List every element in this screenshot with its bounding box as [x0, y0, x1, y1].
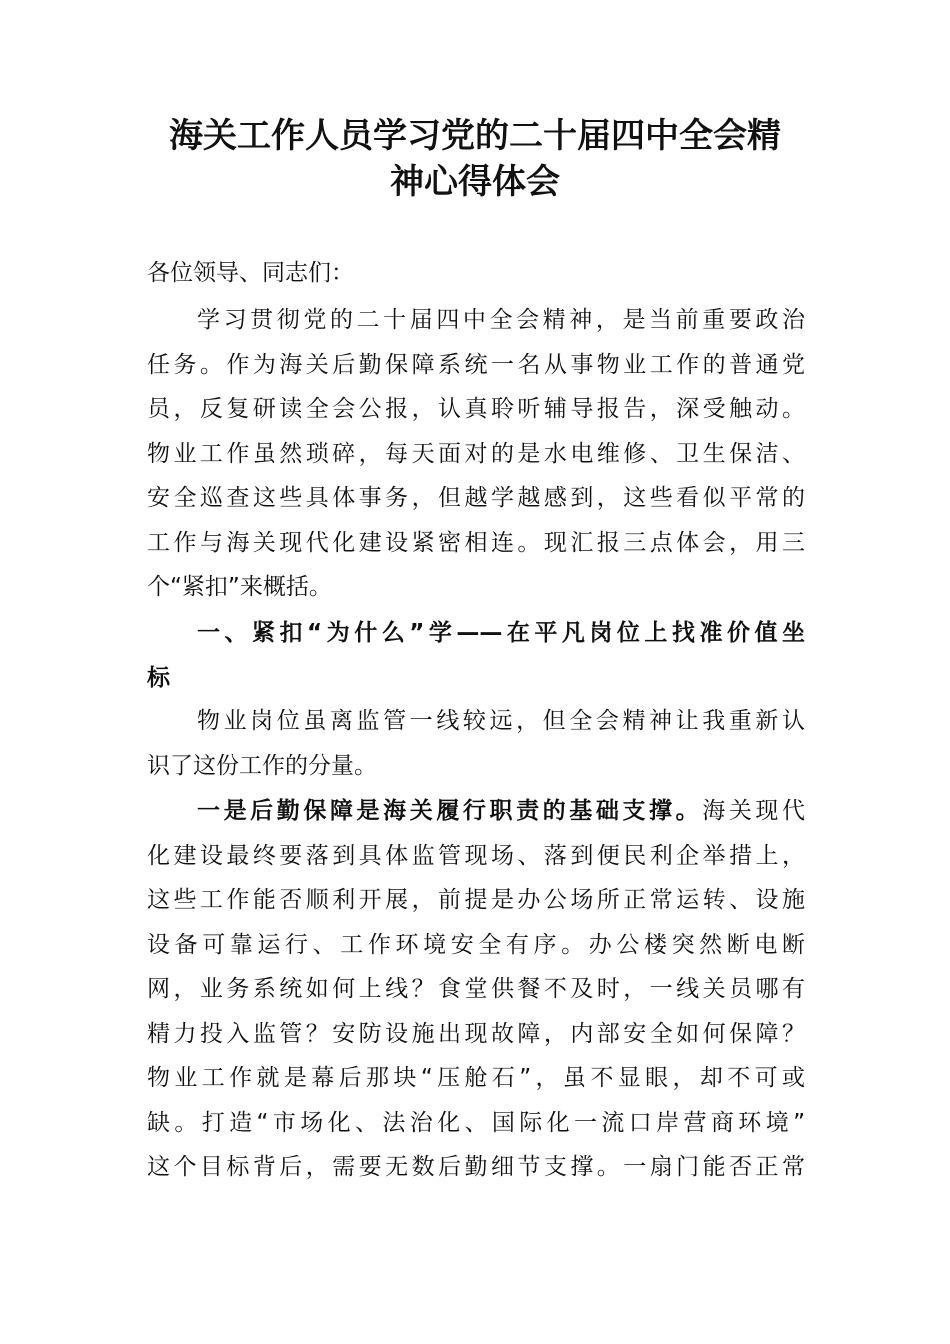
text-line: 化建设最终要落到具体监管现场、落到便民利企举措上， — [147, 842, 805, 869]
document-title-line-1: 海关工作人员学习党的二十届四中全会精 — [169, 116, 781, 156]
text-line: 这个目标背后，需要无数后勤细节支撑。一扇门能否正常 — [147, 1154, 805, 1180]
text-line: 安全巡查这些具体事务，但越学越感到，这些看似平常的 — [147, 485, 805, 511]
text-line: 缺。打造“市场化、法治化、国际化一流口岸营商环境” — [147, 1109, 805, 1136]
text-line: 任务。作为海关后勤保障系统一名从事物业工作的普通党 — [147, 351, 805, 378]
text-line: 网，业务系统如何上线？食堂供餐不及时，一线关员哪有 — [147, 976, 805, 1002]
document-title-line-2: 神心得体会 — [390, 162, 560, 202]
text-line: 物业工作就是幕后那块“压舱石”，虽不显眼，却不可或 — [147, 1065, 805, 1091]
text-line: 这些工作能否顺利开展，前提是办公场所正常运转、设施 — [147, 887, 805, 913]
text-line: 物业工作虽然琐碎，每天面对的是水电维修、卫生保洁、 — [147, 440, 805, 467]
text-line: 识了这份工作的分量。 — [147, 752, 377, 779]
text-line: 设备可靠运行、工作环境安全有序。办公楼突然断电断 — [147, 931, 805, 958]
text-line: 精力投入监管？安防设施出现故障，内部安全如何保障？ — [147, 1020, 805, 1047]
text-line: 工作与海关现代化建设紧密相连。现汇报三点体会，用三 — [147, 529, 805, 556]
text-line: 物业岗位虽离监管一线较远，但全会精神让我重新认 — [197, 708, 805, 734]
text-line: 标 — [147, 664, 170, 691]
text-line: 个“紧扣”来概括。 — [147, 574, 332, 600]
point-1-heading: 一是后勤保障是海关履行职责的基础支撑。 — [197, 798, 703, 824]
point-1-text-start: 海关现代 — [702, 798, 806, 824]
text-line: 一、紧扣“为什么”学——在平凡岗位上找准价值坐 — [197, 620, 805, 646]
text-line: 学习贯彻党的二十届四中全会精神，是当前重要政治 — [197, 307, 805, 333]
text-line: 员，反复研读全会公报，认真聆听辅导报告，深受触动。 — [147, 396, 805, 422]
salutation: 各位领导、同志们： — [147, 260, 354, 286]
paragraph-point-1-first-line — [197, 796, 805, 826]
